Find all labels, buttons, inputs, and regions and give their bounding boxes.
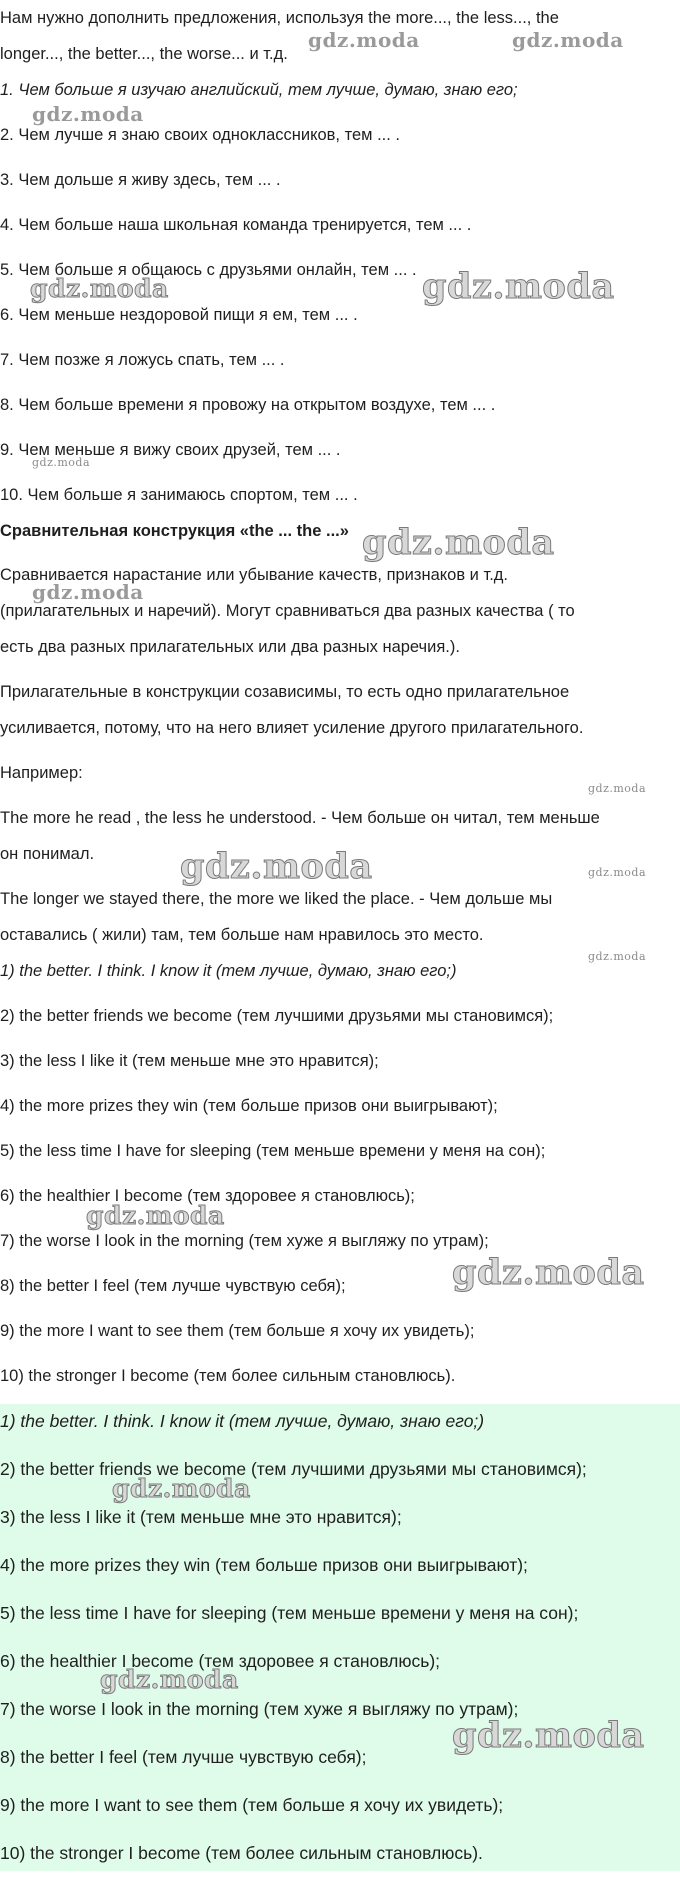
example-2-line-1: The longer we stayed there, the more we liked the place. - Чем дольше мы	[0, 890, 553, 908]
highlight-answer-3: 3) the less I like it (тем меньше мне это нравится);	[0, 1507, 402, 1527]
watermark: gdz.moda	[362, 522, 555, 563]
sentence-6: 6. Чем меньше нездоровой пищи я ем, тем ... .	[0, 306, 358, 324]
highlight-answer-5: 5) the less time I have for sleeping (тем меньше времени у меня на сон);	[0, 1603, 579, 1623]
intro-line-2: longer..., the better..., the worse... и т.д.	[0, 45, 288, 63]
sentence-10: 10. Чем больше я занимаюсь спортом, тем ... .	[0, 486, 358, 504]
theory-para1-line-3: есть два разных прилагательных или два разных наречия.).	[0, 638, 460, 656]
answer-10: 10) the stronger I become (тем более сильным становлюсь).	[0, 1367, 456, 1385]
answer-8: 8) the better I feel (тем лучше чувствую себя);	[0, 1277, 346, 1295]
example-2-line-2: оставались ( жили) там, тем больше нам нравилось это место.	[0, 926, 484, 944]
watermark: gdz.moda	[112, 1474, 251, 1503]
answer-2: 2) the better friends we become (тем лучшими друзьями мы становимся);	[0, 1007, 554, 1025]
highlight-answer-10: 10) the stronger I become (тем более сильным становлюсь).	[0, 1843, 483, 1863]
theory-para2-line-1: Прилагательные в конструкции созависимы, то есть одно прилагательное	[0, 683, 570, 701]
highlight-answer-2: 2) the better friends we become (тем лучшими друзьями мы становимся);	[0, 1459, 587, 1479]
watermark: gdz.moda	[32, 456, 91, 469]
watermark: gdz.moda	[588, 782, 647, 795]
theory-heading: Сравнительная конструкция «the ... the ...»	[0, 522, 349, 540]
sentence-2: 2. Чем лучше я знаю своих одноклассников, тем ... .	[0, 126, 400, 144]
highlight-answer-6: 6) the healthier I become (тем здоровее я становлюсь);	[0, 1651, 441, 1671]
watermark: gdz.moda	[30, 274, 169, 303]
watermark: gdz.moda	[32, 102, 144, 126]
intro-line-1: Нам нужно дополнить предложения, используя the more..., the less..., the	[0, 9, 559, 27]
watermark: gdz.moda	[512, 28, 624, 52]
answer-9: 9) the more I want to see them (тем больше я хочу их увидеть);	[0, 1322, 475, 1340]
answer-7: 7) the worse I look in the morning (тем хуже я выгляжу по утрам);	[0, 1232, 489, 1250]
watermark: gdz.moda	[422, 266, 615, 307]
highlight-answer-9: 9) the more I want to see them (тем больше я хочу их увидеть);	[0, 1795, 504, 1815]
watermark: gdz.moda	[100, 1665, 239, 1694]
watermark: gdz.moda	[180, 846, 373, 887]
example-1-line-1: The more he read , the less he understood. - Чем больше он читал, тем меньше	[0, 809, 600, 827]
highlight-answer-1: 1) the better. I think. I know it (тем лучше, думаю, знаю его;)	[0, 1411, 485, 1431]
sentence-4: 4. Чем больше наша школьная команда тренируется, тем ... .	[0, 216, 472, 234]
theory-para1-line-1: Сравнивается нарастание или убывание качеств, признаков и т.д.	[0, 566, 509, 584]
answer-3: 3) the less I like it (тем меньше мне это нравится);	[0, 1052, 379, 1070]
watermark: gdz.moda	[588, 866, 647, 879]
highlight-answer-8: 8) the better I feel (тем лучше чувствую себя);	[0, 1747, 367, 1767]
watermark: gdz.moda	[588, 950, 647, 963]
watermark: gdz.moda	[452, 1715, 645, 1756]
sentence-8: 8. Чем больше времени я провожу на открытом воздухе, тем ... .	[0, 396, 496, 414]
watermark: gdz.moda	[32, 580, 144, 604]
answer-4: 4) the more prizes they win (тем больше призов они выигрывают);	[0, 1097, 498, 1115]
sentence-9: 9. Чем меньше я вижу своих друзей, тем ... .	[0, 441, 341, 459]
theory-para1-line-2: (прилагательных и наречий). Могут сравниваться два разных качества ( то	[0, 602, 575, 620]
answer-5: 5) the less time I have for sleeping (тем меньше времени у меня на сон);	[0, 1142, 546, 1160]
theory-para2-line-2: усиливается, потому, что на него влияет усиление другого прилагательного.	[0, 719, 584, 737]
example-label: Например:	[0, 764, 83, 782]
answer-6: 6) the healthier I become (тем здоровее я становлюсь);	[0, 1187, 415, 1205]
sentence-1: 1. Чем больше я изучаю английский, тем лучше, думаю, знаю его;	[0, 81, 518, 99]
example-1-line-2: он понимал.	[0, 845, 95, 863]
sentence-3: 3. Чем дольше я живу здесь, тем ... .	[0, 171, 281, 189]
sentence-5: 5. Чем больше я общаюсь с друзьями онлайн, тем ... .	[0, 261, 417, 279]
highlight-answer-7: 7) the worse I look in the morning (тем хуже я выгляжу по утрам);	[0, 1699, 519, 1719]
answer-1: 1) the better. I think. I know it (тем лучше, думаю, знаю его;)	[0, 962, 457, 980]
watermark: gdz.moda	[86, 1201, 225, 1230]
highlight-answer-4: 4) the more prizes they win (тем больше призов они выигрывают);	[0, 1555, 528, 1575]
answer-highlight-box	[0, 1404, 680, 1871]
sentence-7: 7. Чем позже я ложусь спать, тем ... .	[0, 351, 285, 369]
watermark: gdz.moda	[452, 1252, 645, 1293]
watermark: gdz.moda	[308, 28, 420, 52]
